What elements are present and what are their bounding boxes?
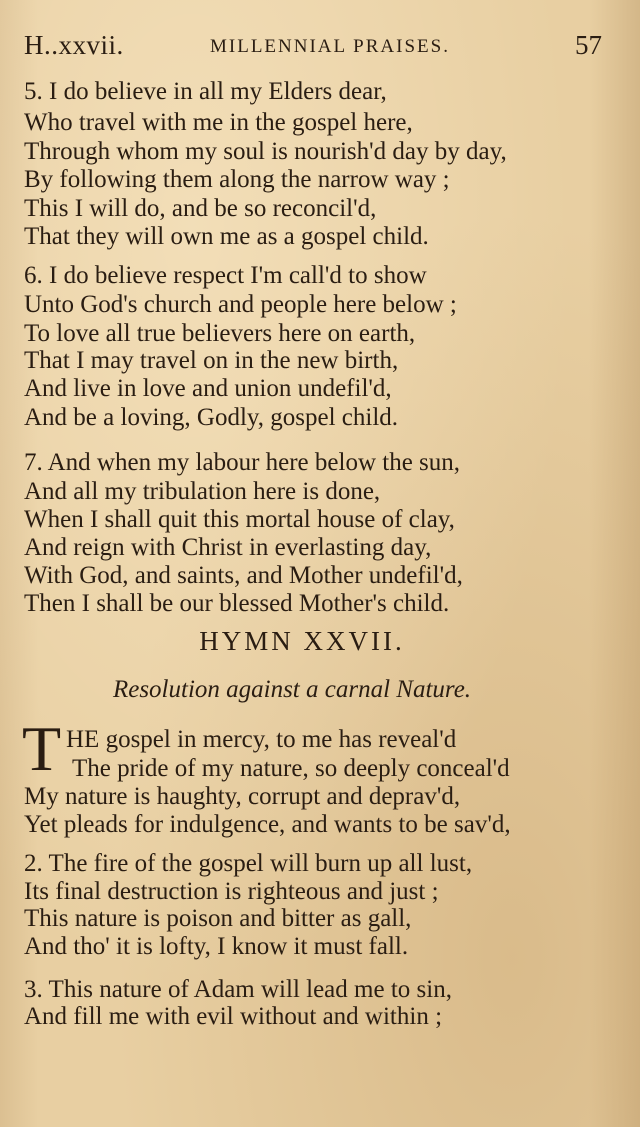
stanza-7-line: When I shall quit this mortal house of clay, [24, 506, 455, 533]
hymn-stanza-1-line: The pride of my nature, so deeply conceal'd [72, 755, 510, 782]
stanza-6-line: And live in love and union undefil'd, [24, 375, 392, 402]
hymn-title: HYMN XXVII. [199, 626, 405, 656]
stanza-5-line: That they will own me as a gospel child. [24, 223, 429, 250]
book-title: MILLENNIAL PRAISES. [210, 36, 450, 57]
hymn-stanza-2-line: And tho' it is lofty, I know it must fall. [24, 933, 409, 960]
stanza-6-line: Unto God's church and people here below ; [24, 291, 457, 318]
stanza-5-line: This I will do, and be so reconcil'd, [24, 195, 377, 222]
hymn-stanza-2-line: Its final destruction is righteous and just ; [24, 878, 439, 905]
stanza-7-line: And all my tribulation here is done, [24, 478, 381, 505]
stanza-5-line: By following them along the narrow way ; [24, 166, 450, 193]
hymn-stanza-3-line: And fill me with evil without and within ; [24, 1003, 443, 1030]
stanza-5-line: Who travel with me in the gospel here, [24, 109, 413, 136]
stanza-6-line: 6. I do believe respect I'm call'd to show [24, 262, 427, 289]
hymn-stanza-1-line: My nature is haughty, corrupt and deprav'd, [24, 783, 461, 810]
stanza-7-line: Then I shall be our blessed Mother's child. [24, 590, 450, 617]
stanza-5-line: Through whom my soul is nourish'd day by day, [24, 138, 507, 165]
stanza-7-line: With God, and saints, and Mother undefil'd, [24, 562, 463, 589]
stanza-7-line: And reign with Christ in everlasting day, [24, 534, 432, 561]
hymn-stanza-1-line: HE gospel in mercy, to me has reveal'd [66, 726, 457, 753]
stanza-6-line: And be a loving, Godly, gospel child. [24, 404, 399, 431]
hymn-reference: H..xxvii. [24, 30, 124, 60]
hymn-stanza-2-line: 2. The fire of the gospel will burn up all lust, [24, 850, 473, 877]
hymn-stanza-2-line: This nature is poison and bitter as gall, [24, 905, 412, 932]
hymn-stanza-3-line: 3. This nature of Adam will lead me to sin, [24, 976, 452, 1003]
hymn-stanza-1-line: Yet pleads for indulgence, and wants to be sav'd, [24, 811, 511, 838]
stanza-7-line: 7. And when my labour here below the sun, [24, 449, 461, 476]
stanza-6-line: That I may travel on in the new birth, [24, 347, 399, 374]
stanza-5-line: 5. I do believe in all my Elders dear, [24, 78, 387, 105]
running-header [24, 30, 602, 70]
stanza-6-line: To love all true believers here on earth, [24, 320, 416, 347]
hymn-subtitle: Resolution against a carnal Nature. [112, 676, 472, 703]
page-number: 57 [575, 30, 602, 60]
drop-cap: T [22, 713, 62, 784]
